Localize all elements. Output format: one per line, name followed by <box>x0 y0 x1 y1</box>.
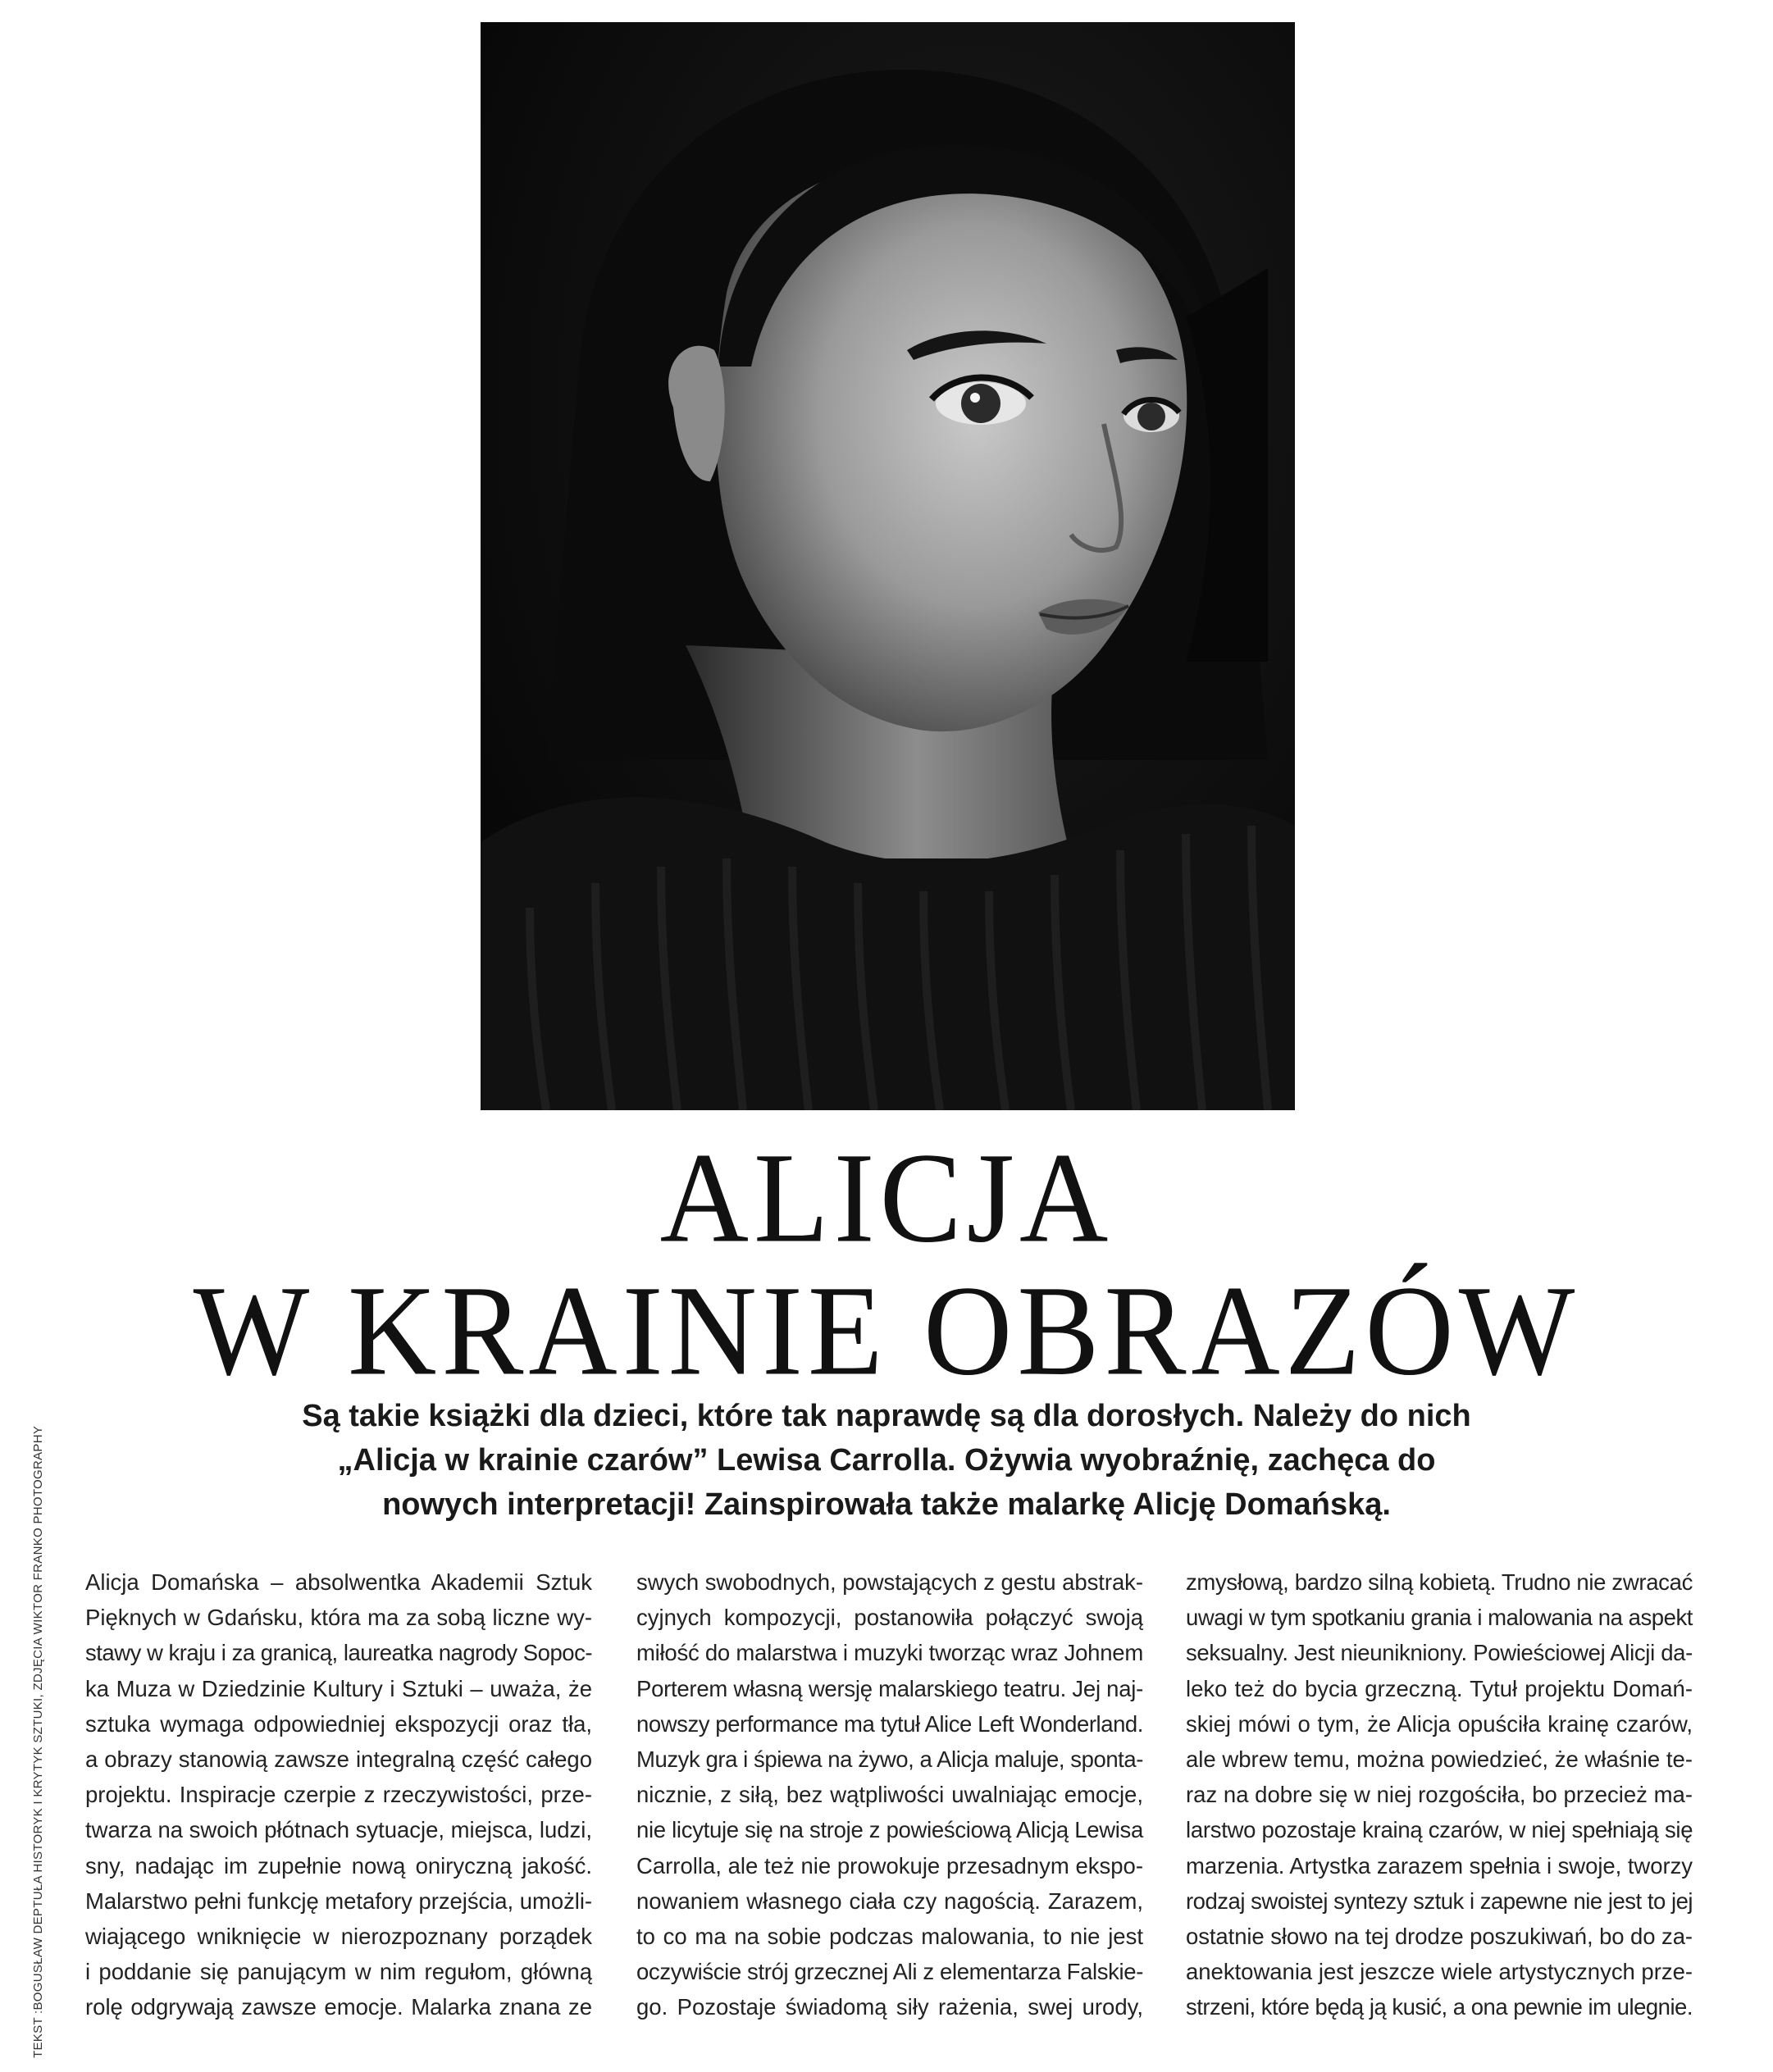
body-line: wiającego wniknięcie w nierozpoznany porządek <box>85 1924 592 1950</box>
title-line-1: ALICJA <box>659 1126 1114 1270</box>
body-line: Pięknych w Gdańsku, która ma za sobą liczne wy- <box>85 1605 592 1631</box>
body-line: twarza na swoich płótnach sytuacje, miejsca, ludzi, <box>85 1817 592 1843</box>
body-line: oczywiście strój grzecznej Ali z elementarza Falskie- <box>636 1959 1143 1985</box>
body-line: go. Pozostaje świadomą siły rażenia, swej urody, <box>636 1994 1143 2020</box>
body-line: leko też do bycia grzeczną. Tytuł projektu Domań- <box>1186 1675 1693 1701</box>
article-title <box>0 1126 1773 1403</box>
lead-line-2: „Alicja w krainie czarów” Lewisa Carrolla. Ożywia wyobraźnię, zachęca do <box>337 1443 1436 1478</box>
body-line: sny, nadając im zupełnie nową oniryczną jakość. <box>85 1852 592 1878</box>
body-line: to co ma na sobie podczas malowania, to nie jest <box>636 1924 1143 1950</box>
body-line: projektu. Inspiracje czerpie z rzeczywistości, prze- <box>85 1782 592 1808</box>
body-line: Porterem własną wersję malarskiego teatru. Jej naj- <box>636 1675 1143 1701</box>
body-line: Carrolla, ale też nie prowokuje przesadnym ekspo- <box>636 1852 1143 1878</box>
body-line: uwagi w tym spotkaniu grania i malowania na aspekt <box>1186 1605 1693 1631</box>
body-line: skiej mówi o tym, że Alicja opuściła krainę czarów, <box>1186 1710 1693 1737</box>
body-line: larstwo pozostaje krainą czarów, w niej spełniają się <box>1186 1817 1693 1843</box>
body-line: rodzaj swoistej syntezy sztuk i zapewne nie jest to jej <box>1186 1888 1693 1914</box>
portrait-photo <box>481 22 1295 1110</box>
body-line: swych swobodnych, powstających z gestu abstrak- <box>636 1569 1143 1595</box>
body-line: rolę odgrywają zawsze emocje. Malarka znana ze <box>85 1994 592 2020</box>
body-line: ka Muza w Dziedzinie Kultury i Sztuki – uważa, że <box>85 1675 592 1701</box>
body-line: miłość do malarstwa i muzyki tworząc wraz Johnem <box>636 1640 1143 1666</box>
body-line: anektowania jest jeszcze wiele artystycznych prze- <box>1186 1959 1693 1985</box>
body-line: sztuka wymaga odpowiedniej ekspozycji oraz tła, <box>85 1710 592 1737</box>
body-column-1 <box>85 1564 592 2025</box>
body-line: Muzyk gra i śpiewa na żywo, a Alicja maluje, sponta- <box>636 1746 1143 1773</box>
lead-line-3: nowych interpretacji! Zainspirowała także malarkę Alicję Domańską. <box>382 1487 1391 1522</box>
body-line: Alicja Domańska – absolwentka Akademii Sztuk <box>85 1569 592 1595</box>
body-line: ostatnie słowo na tej drodze poszukiwań, bo do za- <box>1186 1924 1693 1950</box>
body-line: stawy w kraju i za granicą, laureatka nagrody Sopoc- <box>85 1640 592 1666</box>
body-line: strzeni, które będą ją kusić, a ona pewnie im ulegnie. <box>1186 1994 1693 2020</box>
body-line: nowaniem własnego ciała czy nagością. Zarazem, <box>636 1888 1143 1914</box>
article-lead <box>246 1394 1527 1527</box>
body-column-3 <box>1186 1564 1693 2025</box>
body-line: i poddanie się panującym w nim regułom, główną <box>85 1959 592 1985</box>
body-line: nicznie, z siłą, bez wątpliwości uwalniając emocje, <box>636 1782 1143 1808</box>
photo-text-credit: TEKST :BOGUSŁAW DEPTUŁA HISTORYK I KRYTYK SZTUKI, ZDJĘCIA WIKTOR FRANKO PHOTOGRAPHY <box>31 1425 45 2058</box>
body-line: cyjnych kompozycji, postanowiła połączyć swoją <box>636 1605 1143 1631</box>
lead-line-1: Są takie książki dla dzieci, które tak naprawdę są dla dorosłych. Należy do nich <box>302 1399 1471 1433</box>
body-line: zmysłową, bardzo silną kobietą. Trudno nie zwracać <box>1186 1569 1693 1595</box>
body-line: a obrazy stanowią zawsze integralną część całego <box>85 1746 592 1773</box>
title-line-2: W KRAINIE OBRAZÓW <box>193 1259 1580 1403</box>
body-line: seksualny. Jest nieunikniony. Powieściowej Alicji da- <box>1186 1640 1693 1666</box>
body-line: raz na dobre się w niej rozgościła, bo przecież ma- <box>1186 1782 1693 1808</box>
body-line: ale wbrew temu, można powiedzieć, że właśnie te- <box>1186 1746 1693 1773</box>
body-line: Malarstwo pełni funkcję metafory przejścia, umożli- <box>85 1888 592 1914</box>
body-line: nowszy performance ma tytuł Alice Left Wonderland. <box>636 1710 1143 1737</box>
body-column-2 <box>636 1564 1143 2025</box>
body-line: nie licytuje się na stroje z powieściową Alicją Lewisa <box>636 1817 1143 1843</box>
body-line: marzenia. Artystka zarazem spełnia i swoje, tworzy <box>1186 1852 1693 1878</box>
portrait-image <box>481 22 1295 1110</box>
